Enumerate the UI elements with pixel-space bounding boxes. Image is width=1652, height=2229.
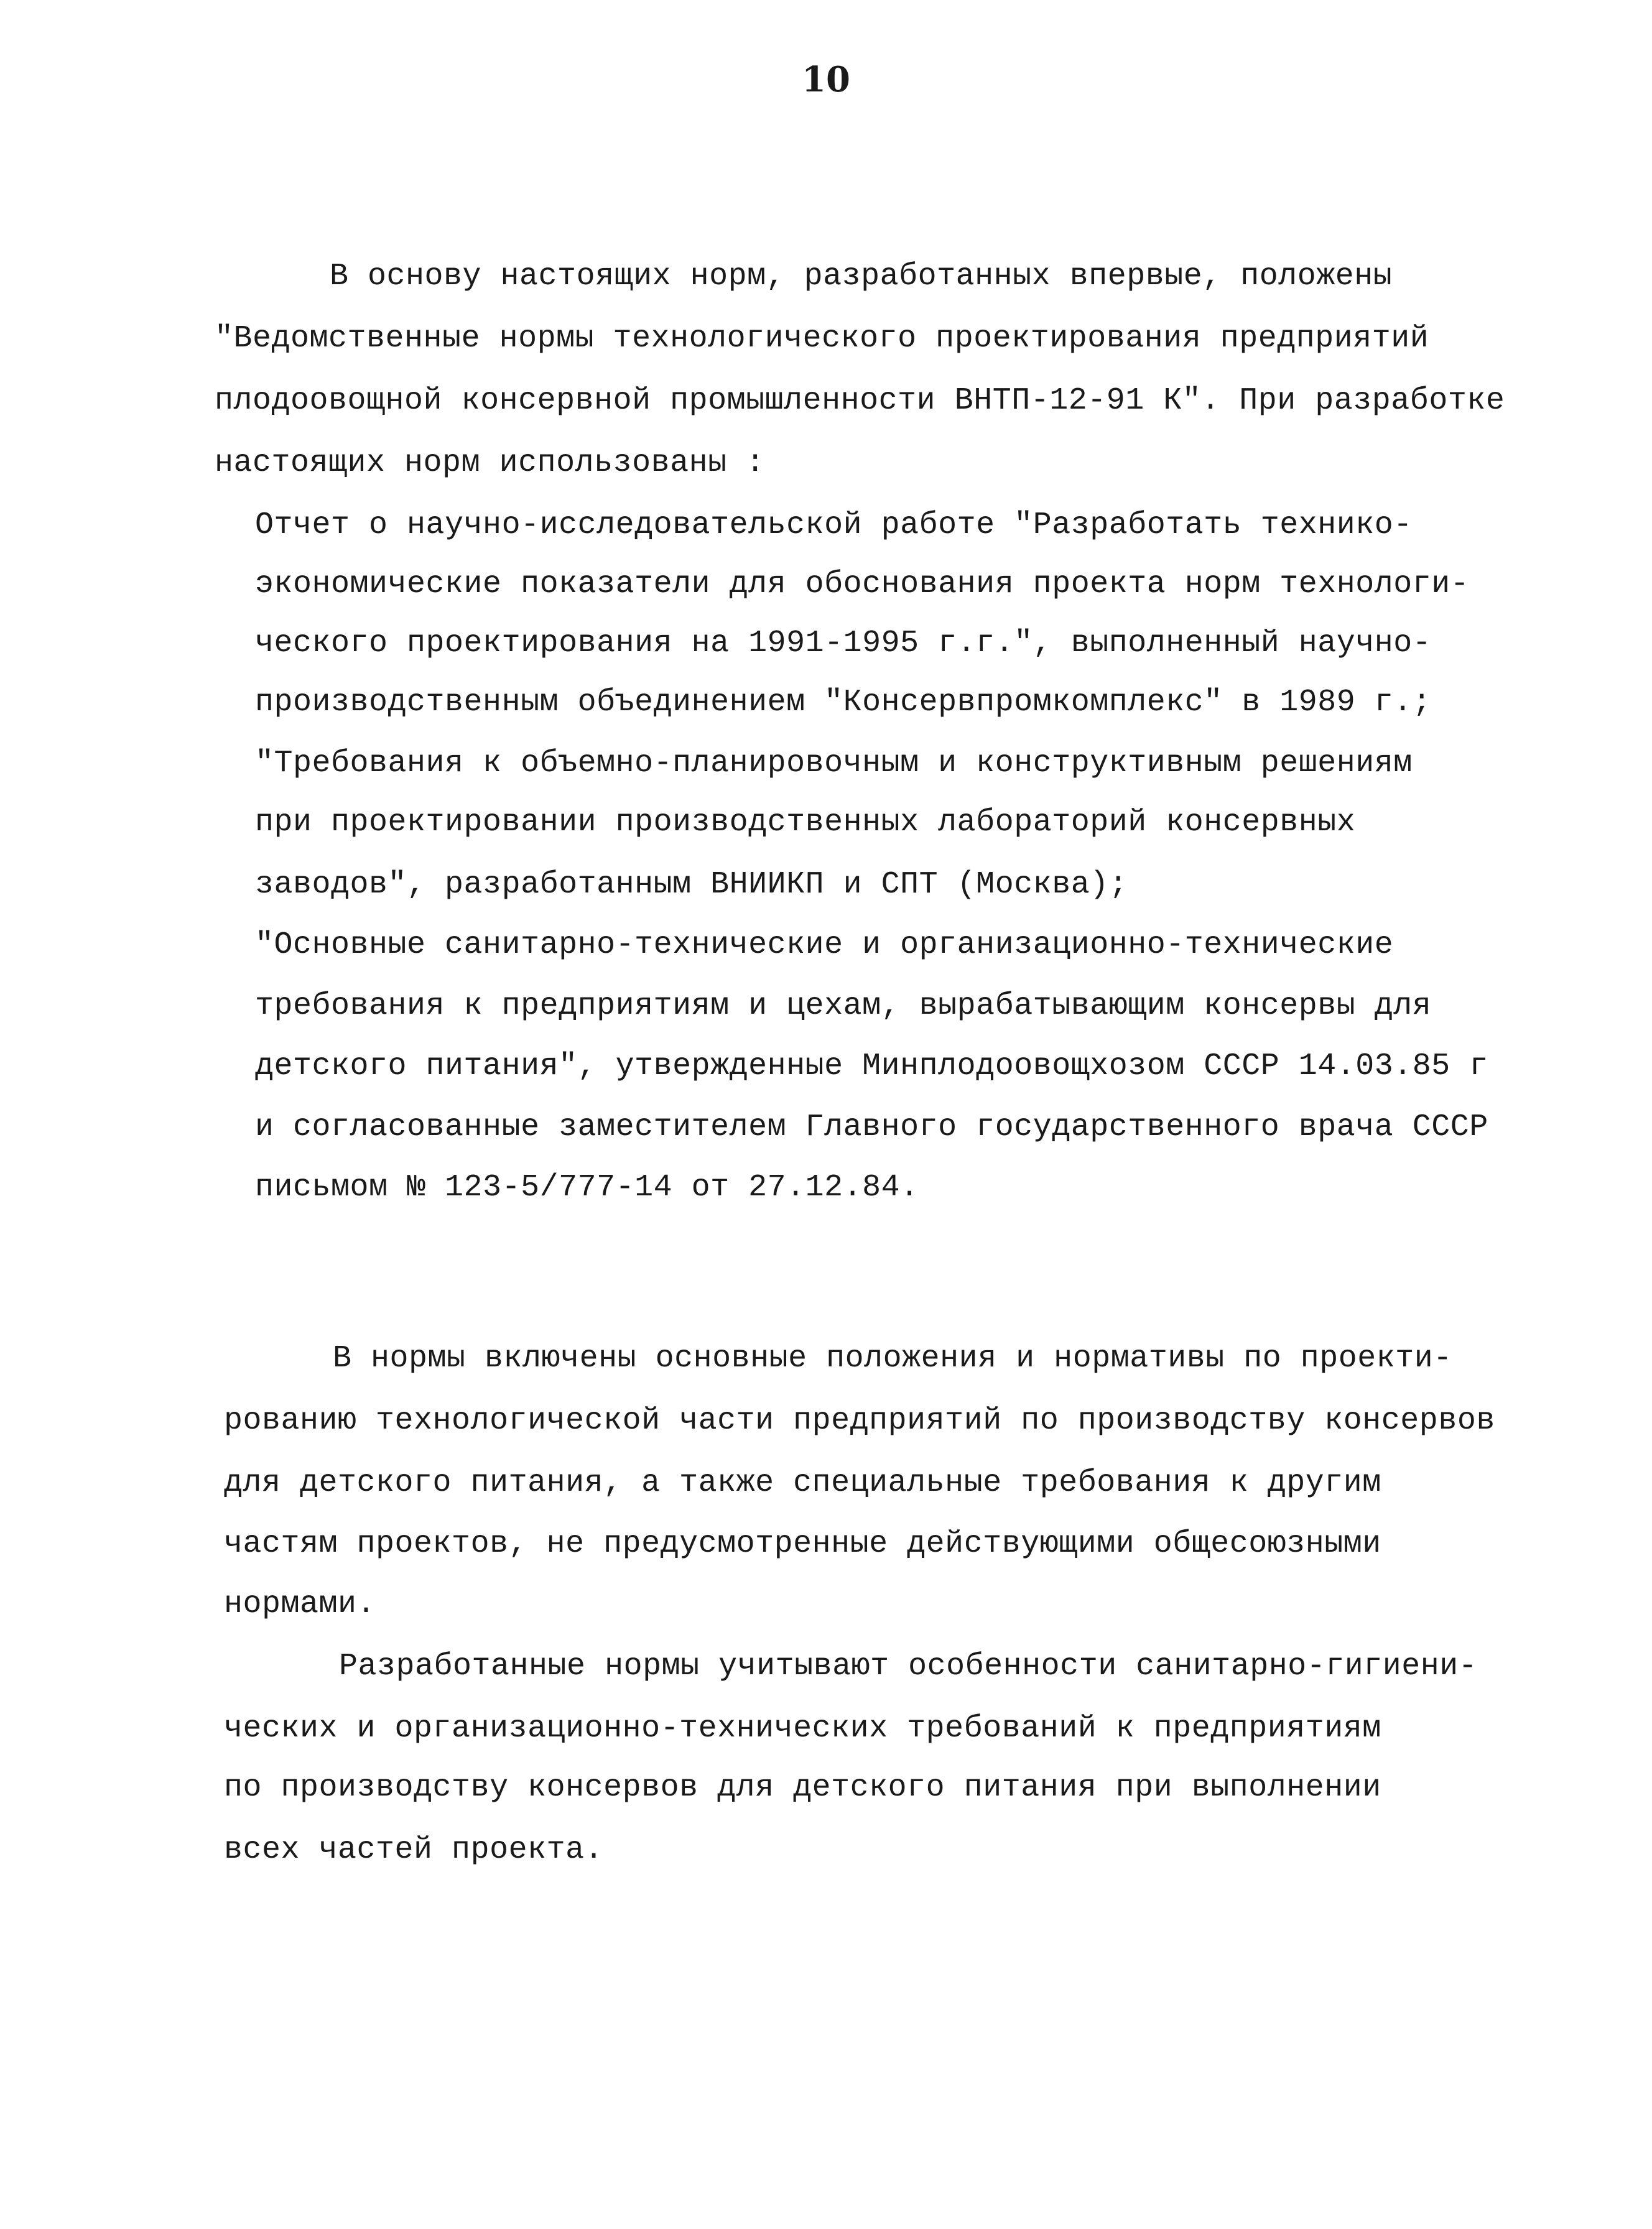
text-line: В основу настоящих норм, разработанных впервые, положены xyxy=(330,259,1393,294)
text-line: ческих и организационно-технических требований к предприятиям xyxy=(224,1711,1381,1746)
text-line: Отчет о научно-исследовательской работе "Разработать технико- xyxy=(255,507,1413,543)
text-line: по производству консервов для детского питания при выполнении xyxy=(224,1770,1381,1805)
text-line: настоящих норм использованы : xyxy=(215,445,765,481)
text-line: "Требования к объемно-планировочным и конструктивным решениям xyxy=(255,746,1413,781)
text-line: нормами. xyxy=(224,1587,376,1622)
text-line: частям проектов, не предусмотренные действующими общесоюзными xyxy=(224,1526,1381,1562)
text-line: Разработанные нормы учитывают особенности санитарно-гигиени- xyxy=(339,1649,1478,1684)
text-line: производственным объединением "Консервпромкомплекс" в 1989 г.; xyxy=(255,685,1432,720)
text-line: ческого проектирования на 1991-1995 г.г.", выполненный научно- xyxy=(255,626,1432,661)
text-line: рованию технологической части предприятий по производству консервов xyxy=(224,1403,1495,1439)
text-line: требования к предприятиям и цехам, вырабатывающим консервы для xyxy=(255,988,1432,1024)
text-line: заводов", разработанным ВНИИКП и СПТ (Москва); xyxy=(255,867,1128,902)
page-number: 10 xyxy=(802,59,850,100)
text-line: "Ведомственные нормы технологического проектирования предприятий xyxy=(215,321,1429,356)
text-line: и согласованные заместителем Главного государственного врача СССР xyxy=(255,1110,1488,1145)
text-line: при проектировании производственных лабораторий консервных xyxy=(255,805,1356,840)
text-line: экономические показатели для обоснования проекта норм технологи- xyxy=(255,567,1470,602)
text-line: всех частей проекта. xyxy=(224,1832,604,1868)
text-line: для детского питания, а также специальные требования к другим xyxy=(224,1465,1381,1501)
text-line: детского питания", утвержденные Минплодоовощхозом СССР 14.03.85 г xyxy=(255,1049,1488,1084)
text-line: письмом № 123-5/777-14 от 27.12.84. xyxy=(255,1170,919,1205)
text-line: "Основные санитарно-технические и организационно-технические xyxy=(255,927,1394,963)
text-line: плодоовощной консервной промышленности ВНТП-12-91 К". При разработке xyxy=(215,383,1505,419)
text-line: В нормы включены основные положения и нормативы по проекти- xyxy=(333,1341,1452,1376)
